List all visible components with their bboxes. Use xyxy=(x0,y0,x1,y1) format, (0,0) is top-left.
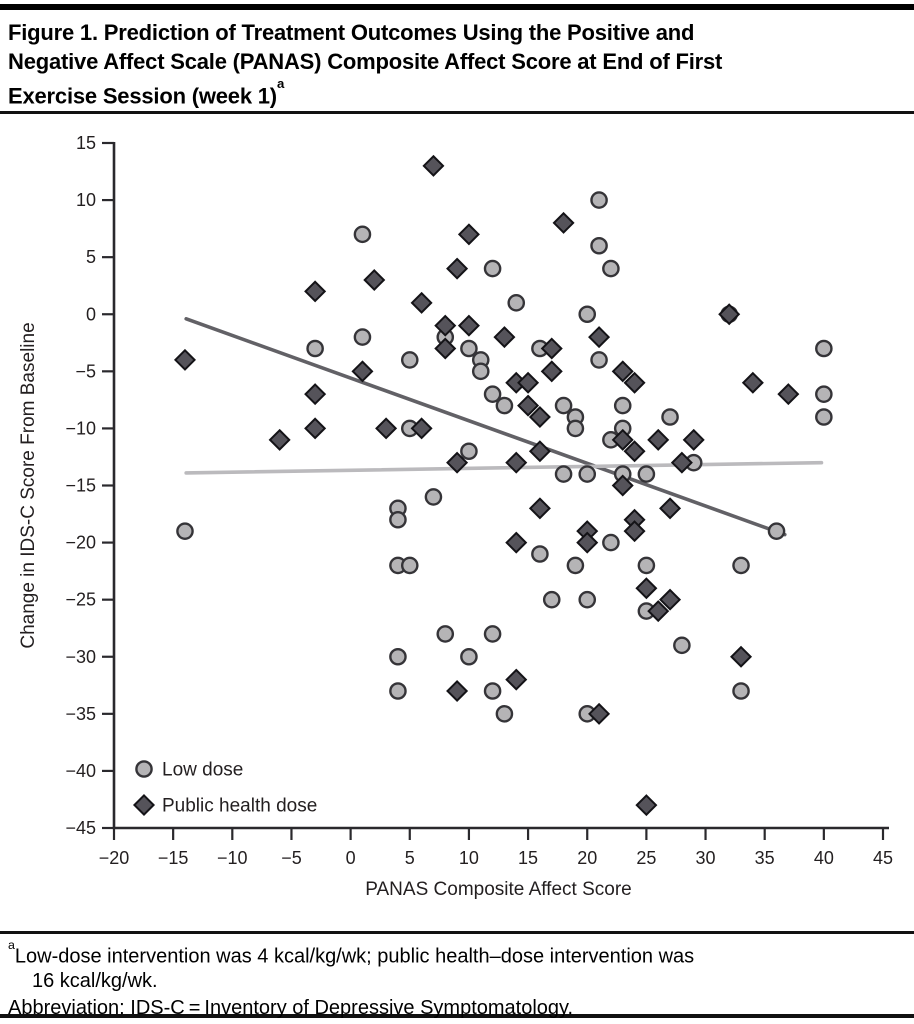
point-low-dose xyxy=(497,398,512,413)
title-footnote-superscript: a xyxy=(276,76,285,92)
point-public-health-dose xyxy=(495,327,514,346)
point-low-dose xyxy=(816,341,831,356)
point-low-dose xyxy=(591,192,606,207)
point-low-dose xyxy=(461,649,476,664)
point-low-dose xyxy=(568,421,583,436)
point-public-health-dose xyxy=(731,647,750,666)
point-public-health-dose xyxy=(720,305,739,324)
point-public-health-dose xyxy=(459,225,478,244)
point-low-dose xyxy=(733,558,748,573)
point-public-health-dose xyxy=(743,373,762,392)
x-axis-label: PANAS Composite Affect Score xyxy=(365,879,632,900)
x-tick-label: 20 xyxy=(577,848,598,868)
point-public-health-dose xyxy=(625,522,644,541)
x-tick-label: 45 xyxy=(872,848,894,868)
point-low-dose xyxy=(461,341,476,356)
x-tick-label: −10 xyxy=(217,848,248,868)
point-public-health-dose xyxy=(365,270,384,289)
legend-label: Public health dose xyxy=(162,795,318,817)
point-low-dose xyxy=(402,558,417,573)
point-low-dose xyxy=(390,649,405,664)
point-public-health-dose xyxy=(637,796,656,815)
point-low-dose xyxy=(603,535,618,550)
point-low-dose xyxy=(556,466,571,481)
footnote-line-1 xyxy=(8,939,904,969)
figure-title-line-1: Figure 1. Prediction of Treatment Outcomes Using the Positive and xyxy=(8,20,695,45)
y-tick-label: −35 xyxy=(65,703,96,724)
point-low-dose xyxy=(544,592,559,607)
legend-diamond-marker xyxy=(134,795,153,814)
x-tick-label: 40 xyxy=(813,848,834,868)
point-public-health-dose xyxy=(424,156,443,175)
point-low-dose xyxy=(615,398,630,413)
point-public-health-dose xyxy=(306,419,325,438)
point-low-dose xyxy=(580,592,595,607)
point-public-health-dose xyxy=(306,385,325,404)
point-low-dose xyxy=(591,238,606,253)
y-tick-label: 10 xyxy=(75,190,96,211)
point-public-health-dose xyxy=(649,430,668,449)
figure-header xyxy=(0,14,914,110)
x-tick-label: 35 xyxy=(754,848,775,868)
point-low-dose xyxy=(177,524,192,539)
point-low-dose xyxy=(390,683,405,698)
point-public-health-dose xyxy=(518,373,537,392)
trend-line-low-dose xyxy=(186,463,821,473)
figure-footnotes xyxy=(0,931,914,1018)
point-public-health-dose xyxy=(637,579,656,598)
axis-lines xyxy=(114,142,889,828)
y-tick-label: 0 xyxy=(85,304,96,325)
y-tick-label: −25 xyxy=(65,589,96,610)
point-public-health-dose xyxy=(589,327,608,346)
point-low-dose xyxy=(402,352,417,367)
point-public-health-dose xyxy=(270,430,289,449)
x-tick-label: −5 xyxy=(281,848,302,868)
point-public-health-dose xyxy=(377,419,396,438)
point-public-health-dose xyxy=(412,293,431,312)
point-low-dose xyxy=(639,558,654,573)
x-tick-label: 0 xyxy=(345,848,356,868)
y-tick-label: −40 xyxy=(65,760,96,781)
x-tick-label: 25 xyxy=(636,848,657,868)
point-low-dose xyxy=(733,683,748,698)
point-low-dose xyxy=(355,227,370,242)
point-low-dose xyxy=(438,626,453,641)
footnote-text-1: Low-dose intervention was 4 kcal/kg/wk; public health–dose intervention was xyxy=(14,945,695,968)
point-low-dose xyxy=(816,387,831,402)
point-public-health-dose xyxy=(507,670,526,689)
x-tick-label: 5 xyxy=(404,848,415,868)
point-low-dose xyxy=(568,558,583,573)
footnote-abbreviation: Abbreviation: IDS-C = Inventory of Depressive Symptomatology. xyxy=(8,996,574,1019)
y-tick-label: −20 xyxy=(65,532,96,553)
x-tick-label: −20 xyxy=(98,848,130,868)
point-low-dose xyxy=(662,409,677,424)
point-public-health-dose xyxy=(660,499,679,518)
top-border-rule xyxy=(0,4,914,10)
point-low-dose xyxy=(580,466,595,481)
point-public-health-dose xyxy=(459,316,478,335)
y-tick-label: 15 xyxy=(75,133,96,153)
point-low-dose xyxy=(497,706,512,721)
point-low-dose xyxy=(485,683,500,698)
point-public-health-dose xyxy=(554,213,573,232)
point-public-health-dose xyxy=(779,385,798,404)
y-tick-label: −30 xyxy=(65,646,96,667)
figure-title-line-2: Negative Affect Scale (PANAS) Composite Affect Score at End of First xyxy=(8,49,723,74)
footnote-line-2: 16 kcal/kg/wk. xyxy=(32,969,158,992)
header-divider-rule xyxy=(0,111,914,114)
y-axis-label: Change in IDS-C Score From Baseline xyxy=(18,322,39,649)
point-public-health-dose xyxy=(578,533,597,552)
y-tick-label: −5 xyxy=(75,361,96,382)
legend-circle-marker xyxy=(136,761,151,776)
point-low-dose xyxy=(556,398,571,413)
figure-title-line-3 xyxy=(8,76,904,110)
point-low-dose xyxy=(355,329,370,344)
point-low-dose xyxy=(639,466,654,481)
point-low-dose xyxy=(769,524,784,539)
point-low-dose xyxy=(485,261,500,276)
point-low-dose xyxy=(580,307,595,322)
point-low-dose xyxy=(816,409,831,424)
trend-line-public-health-dose xyxy=(186,319,785,535)
x-tick-label: 15 xyxy=(518,848,539,868)
point-public-health-dose xyxy=(175,350,194,369)
y-tick-label: −45 xyxy=(65,818,96,838)
x-tick-label: 30 xyxy=(695,848,716,868)
point-low-dose xyxy=(485,626,500,641)
point-public-health-dose xyxy=(447,681,466,700)
point-public-health-dose xyxy=(447,259,466,278)
footnote-superscript: a xyxy=(8,938,15,953)
point-low-dose xyxy=(390,512,405,527)
point-low-dose xyxy=(591,352,606,367)
point-low-dose xyxy=(426,489,441,504)
x-tick-label: 10 xyxy=(458,848,479,868)
point-low-dose xyxy=(485,387,500,402)
y-tick-label: −15 xyxy=(65,475,96,496)
point-low-dose xyxy=(461,444,476,459)
scatter-plot xyxy=(0,118,914,918)
point-public-health-dose xyxy=(684,430,703,449)
point-low-dose xyxy=(509,295,524,310)
point-low-dose xyxy=(674,638,689,653)
x-tick-label: −15 xyxy=(157,848,189,868)
y-tick-label: −10 xyxy=(65,418,96,439)
point-low-dose xyxy=(308,341,323,356)
point-public-health-dose xyxy=(507,533,526,552)
point-low-dose xyxy=(532,546,547,561)
point-low-dose xyxy=(603,261,618,276)
point-low-dose xyxy=(473,364,488,379)
legend-label: Low dose xyxy=(162,759,244,781)
point-public-health-dose xyxy=(530,499,549,518)
y-tick-label: 5 xyxy=(85,247,96,268)
point-public-health-dose xyxy=(542,362,561,381)
figure-title-text: Exercise Session (week 1) xyxy=(8,83,277,109)
chart-area xyxy=(0,118,914,918)
point-public-health-dose xyxy=(306,282,325,301)
